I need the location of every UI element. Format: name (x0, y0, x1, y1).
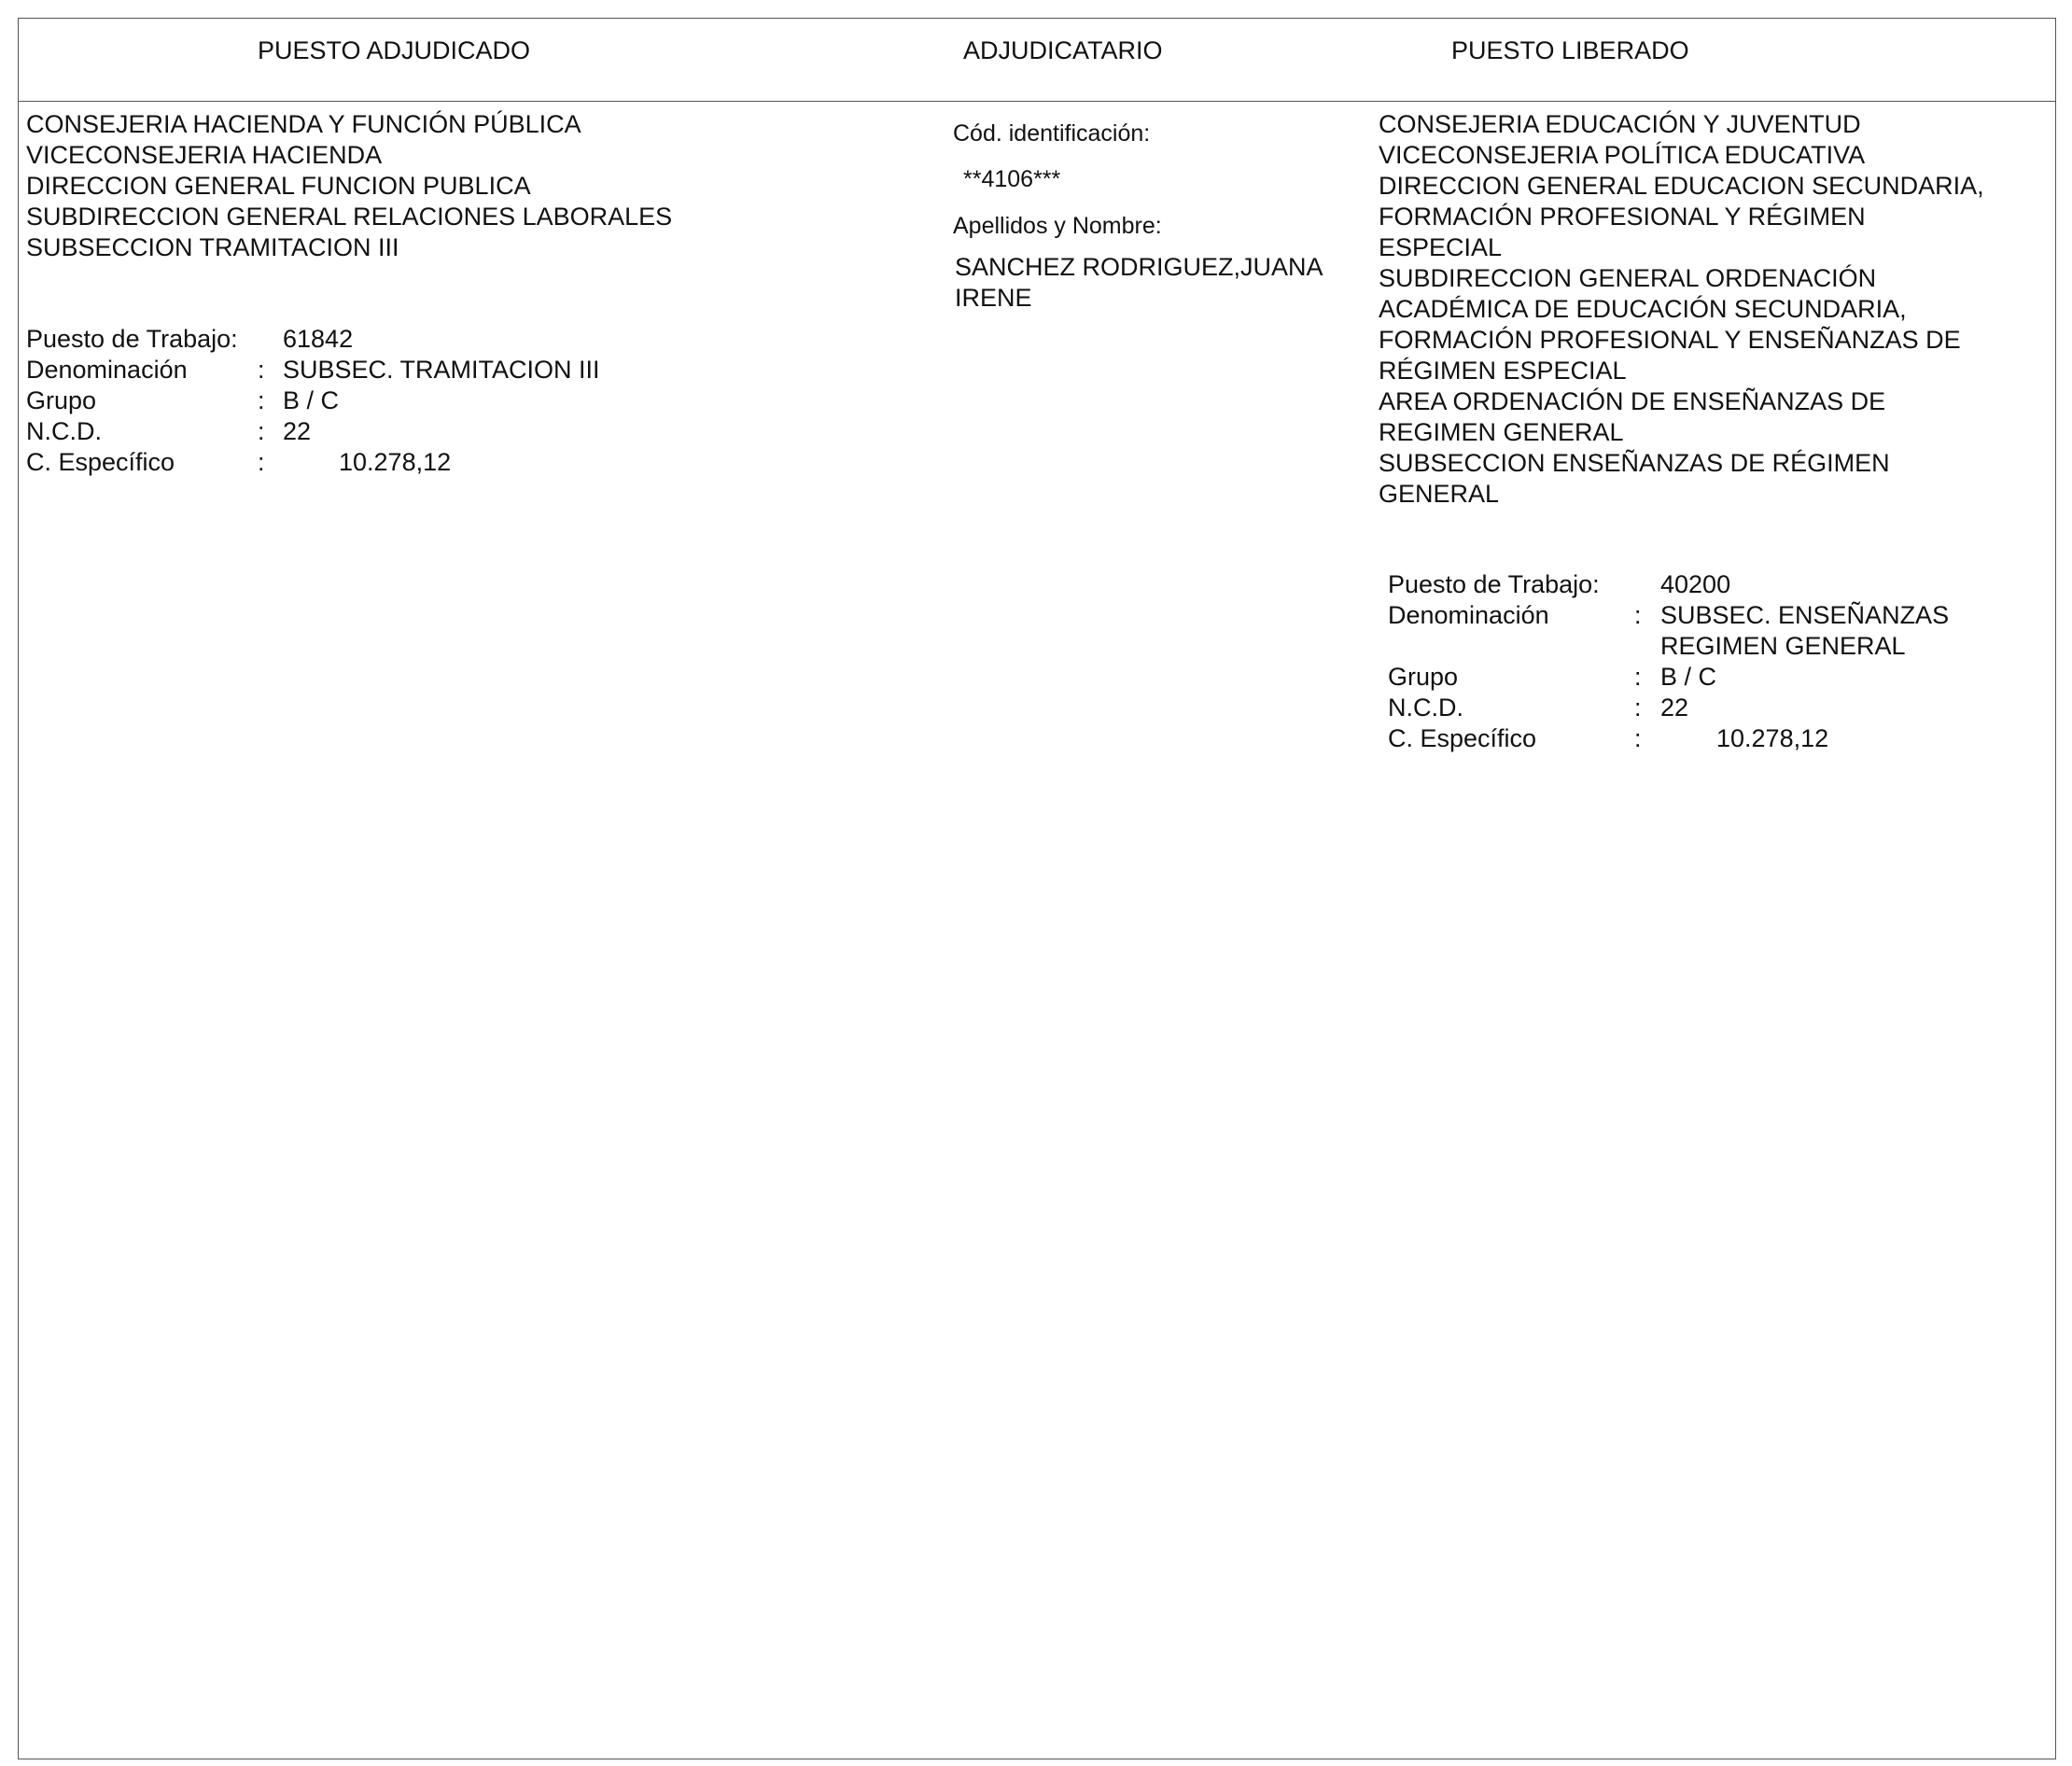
field-label: Denominación (1388, 601, 1549, 629)
field-row (1388, 723, 1949, 754)
org-line: AREA ORDENACIÓN DE ENSEÑANZAS DE (1379, 387, 1886, 415)
org-line: ESPECIAL (1379, 233, 1503, 261)
field-sep: : (258, 356, 265, 384)
field-row (1388, 693, 1949, 723)
org-line: DIRECCION GENERAL EDUCACION SECUNDARIA, (1379, 172, 1984, 200)
header-puesto-adjudicado: PUESTO ADJUDICADO (258, 36, 531, 64)
field-sep: : (1634, 601, 1642, 629)
adjudicado-fields (26, 324, 600, 478)
field-row (26, 447, 600, 478)
field-sep: : (258, 417, 265, 445)
field-value: SUBSEC. TRAMITACION III (283, 356, 600, 384)
org-line: SUBSECCION TRAMITACION III (26, 233, 399, 261)
org-line: FORMACIÓN PROFESIONAL Y RÉGIMEN (1379, 203, 1866, 231)
field-label: C. Específico (26, 448, 175, 476)
value-line: REGIMEN GENERAL (1660, 632, 1906, 660)
org-line: DIRECCION GENERAL FUNCION PUBLICA (26, 172, 531, 200)
field-value: 40200 (1660, 570, 1731, 598)
field-label: N.C.D. (1388, 694, 1463, 722)
org-line: GENERAL (1379, 480, 1500, 508)
field-row (1388, 662, 1949, 693)
field-row (1388, 569, 1949, 600)
field-sep (241, 324, 283, 355)
name-line: SANCHEZ RODRIGUEZ,JUANA (955, 253, 1323, 281)
field-row (26, 416, 600, 447)
org-line: REGIMEN GENERAL (1379, 418, 1624, 446)
org-line: ACADÉMICA DE EDUCACIÓN SECUNDARIA, (1379, 295, 1907, 323)
cod-identificacion-label: Cód. identificación: (953, 120, 1151, 147)
field-sep: : (1634, 724, 1642, 752)
field-value: 61842 (283, 325, 354, 353)
field-label: Denominación (26, 356, 188, 384)
field-sep: : (258, 386, 265, 414)
org-line: RÉGIMEN ESPECIAL (1379, 357, 1627, 385)
field-value: 22 (283, 417, 312, 445)
header-adjudicatario: ADJUDICATARIO (963, 36, 1163, 64)
field-row (1388, 600, 1949, 662)
org-line: VICECONSEJERIA HACIENDA (26, 141, 383, 169)
value-line: SUBSEC. ENSEÑANZAS (1660, 601, 1950, 629)
apellidos-nombre-value (955, 252, 1323, 314)
org-line: SUBSECCION ENSEÑANZAS DE RÉGIMEN (1379, 449, 1890, 477)
field-sep: : (1634, 663, 1642, 691)
org-line: SUBDIRECCION GENERAL RELACIONES LABORALES (26, 203, 673, 231)
field-value: 22 (1660, 694, 1689, 722)
field-value: B / C (283, 386, 340, 414)
adjudicado-org (26, 109, 672, 263)
field-label: C. Específico (1388, 724, 1537, 752)
field-row (26, 385, 600, 416)
field-sep (1612, 569, 1660, 600)
field-row (26, 355, 600, 385)
field-label: Grupo (1388, 663, 1459, 691)
field-sep: : (1634, 694, 1642, 722)
field-sep: : (258, 448, 265, 476)
field-label: Puesto de Trabajo: (26, 325, 238, 353)
field-label: N.C.D. (26, 417, 102, 445)
liberado-fields (1388, 569, 1949, 754)
org-line: CONSEJERIA HACIENDA Y FUNCIÓN PÚBLICA (26, 110, 581, 138)
org-line: CONSEJERIA EDUCACIÓN Y JUVENTUD (1379, 110, 1861, 138)
header-divider (18, 101, 2056, 102)
header-puesto-liberado: PUESTO LIBERADO (1451, 36, 1689, 64)
field-value: 10.278,12 (1716, 724, 1829, 752)
org-line: SUBDIRECCION GENERAL ORDENACIÓN (1379, 264, 1877, 292)
field-label: Grupo (26, 386, 97, 414)
field-row (26, 324, 600, 355)
field-value: B / C (1660, 663, 1717, 691)
field-label: Puesto de Trabajo: (1388, 570, 1600, 598)
org-line: VICECONSEJERIA POLÍTICA EDUCATIVA (1379, 141, 1866, 169)
name-line: IRENE (955, 284, 1032, 312)
field-value (1660, 600, 1949, 662)
liberado-org (1379, 109, 1984, 510)
field-value: 10.278,12 (339, 448, 452, 476)
apellidos-nombre-label: Apellidos y Nombre: (953, 213, 1162, 239)
cod-identificacion-value: **4106*** (963, 166, 1061, 192)
org-line: FORMACIÓN PROFESIONAL Y ENSEÑANZAS DE (1379, 326, 1961, 354)
